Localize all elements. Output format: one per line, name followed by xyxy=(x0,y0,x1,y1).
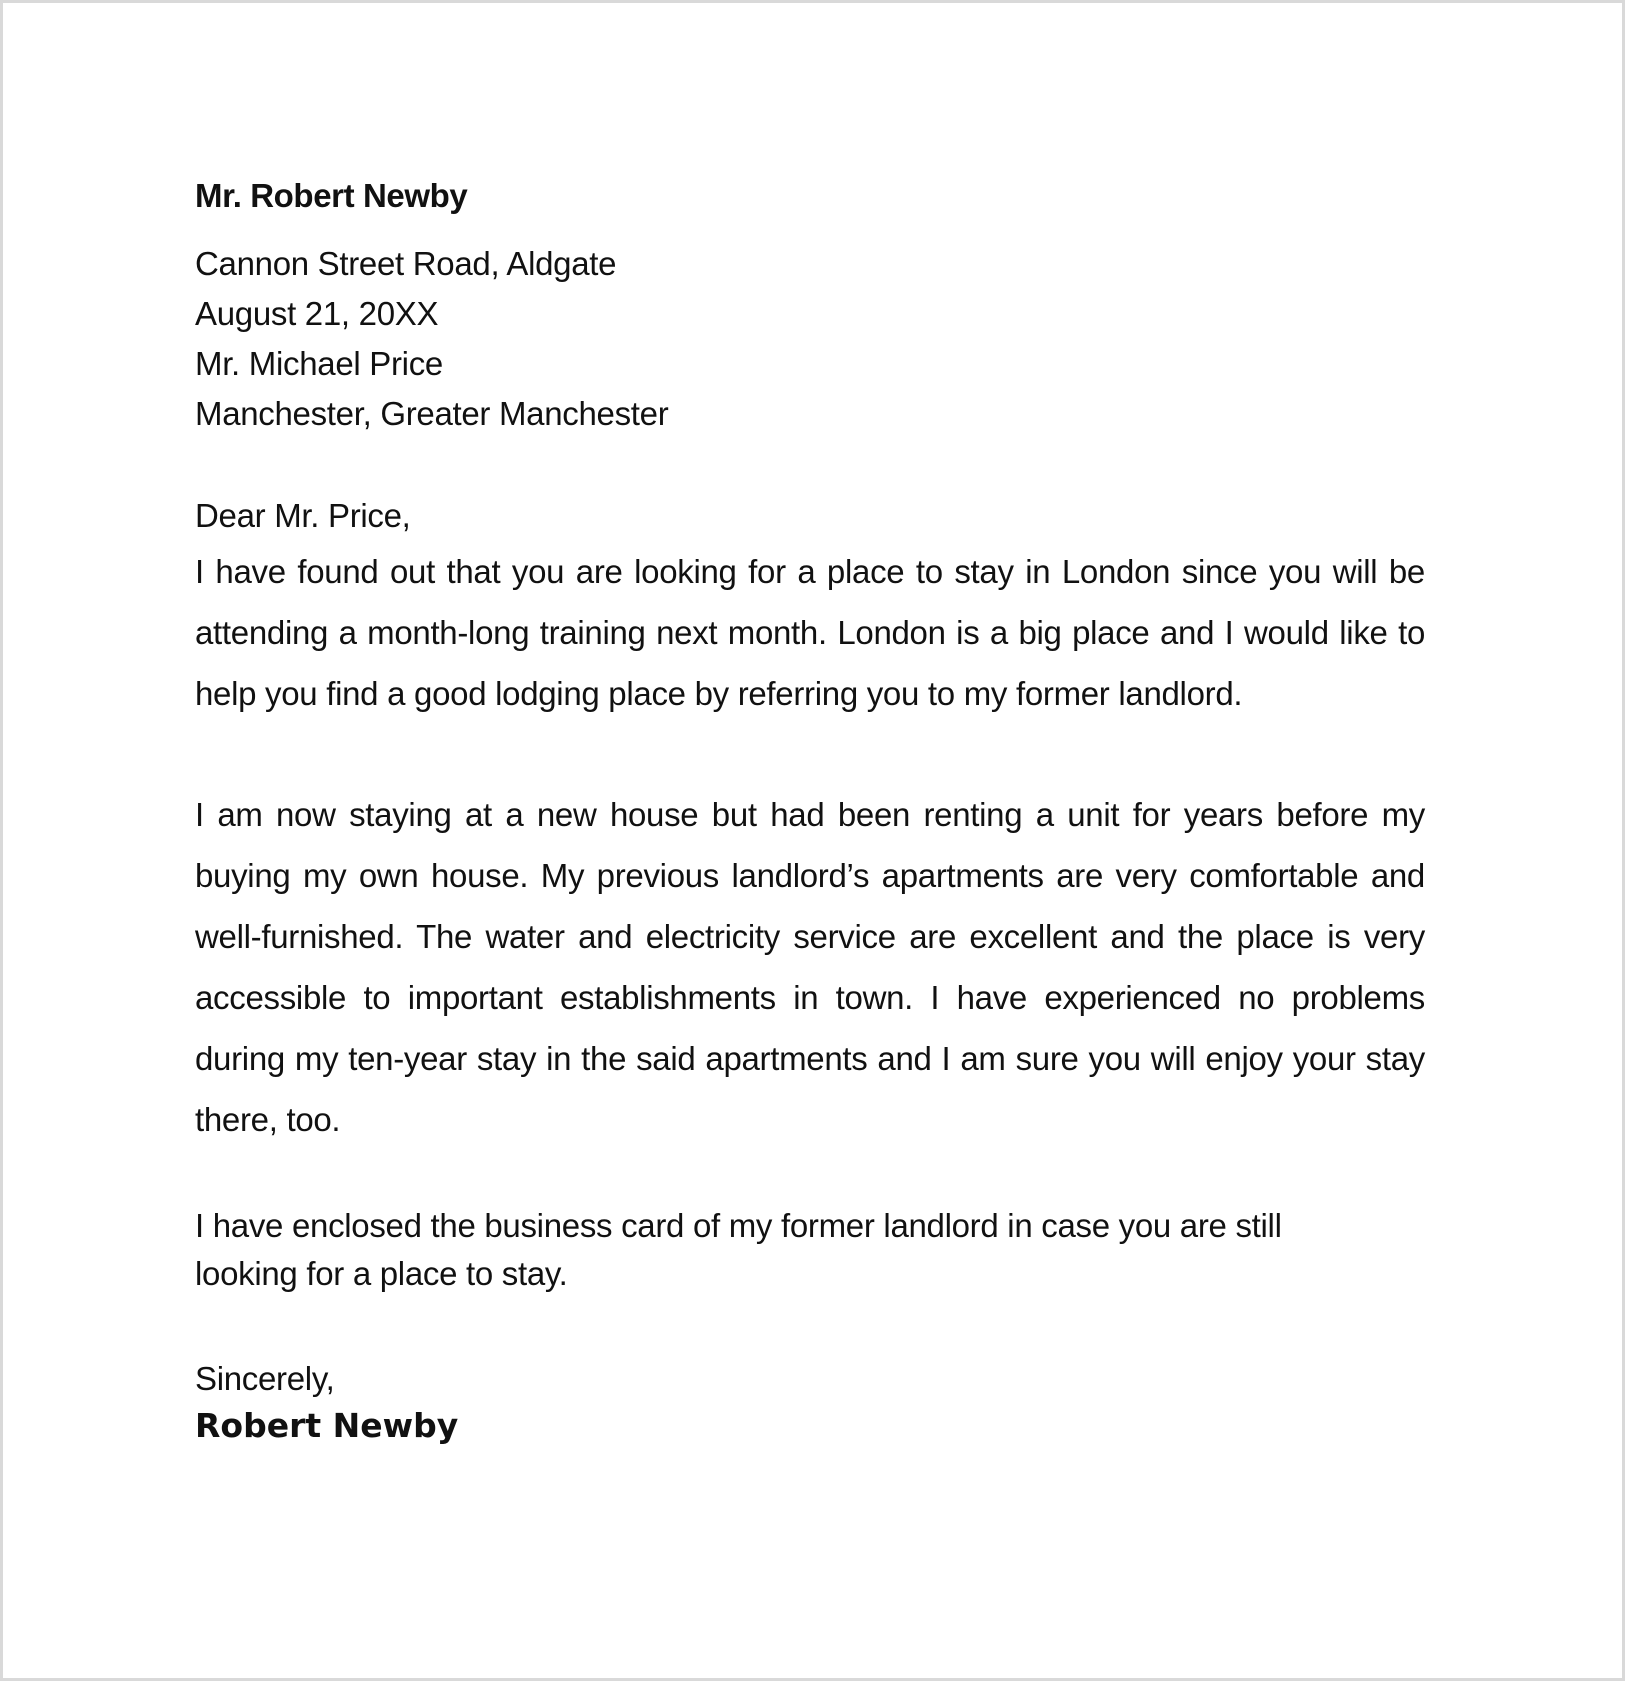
body-paragraph-1: I have found out that you are looking for a place to stay in London since you will be attending a month-long training next month. London is a big place and I would like to help you find a good lodging place by referring you to my former landlord. xyxy=(195,553,1425,712)
sender-address: Cannon Street Road, Aldgate xyxy=(195,245,617,282)
sender-name: Mr. Robert Newby xyxy=(195,177,468,214)
letter-date: August 21, 20XX xyxy=(195,295,439,332)
body-paragraph-2: I am now staying at a new house but had been renting a unit for years before my buying my own house. My previous landlord’s apartments are very comfortable and well-furnished. The water and electricity service are excellent and the place is very accessible to important establishments in town. I have experienced no problems during my ten-year stay in the said apartments and I am sure you will enjoy your stay there, too. xyxy=(195,796,1425,1138)
salutation: Dear Mr. Price, xyxy=(195,497,411,534)
letter-body xyxy=(195,175,1425,1448)
recipient-address: Manchester, Greater Manchester xyxy=(195,395,669,432)
body-paragraph-3: I have enclosed the business card of my former landlord in case you are still looking for a place to stay. xyxy=(195,1207,1282,1292)
recipient-name: Mr. Michael Price xyxy=(195,345,443,382)
closing: Sincerely, xyxy=(195,1360,335,1397)
signature: Robert Newby xyxy=(195,1406,459,1445)
